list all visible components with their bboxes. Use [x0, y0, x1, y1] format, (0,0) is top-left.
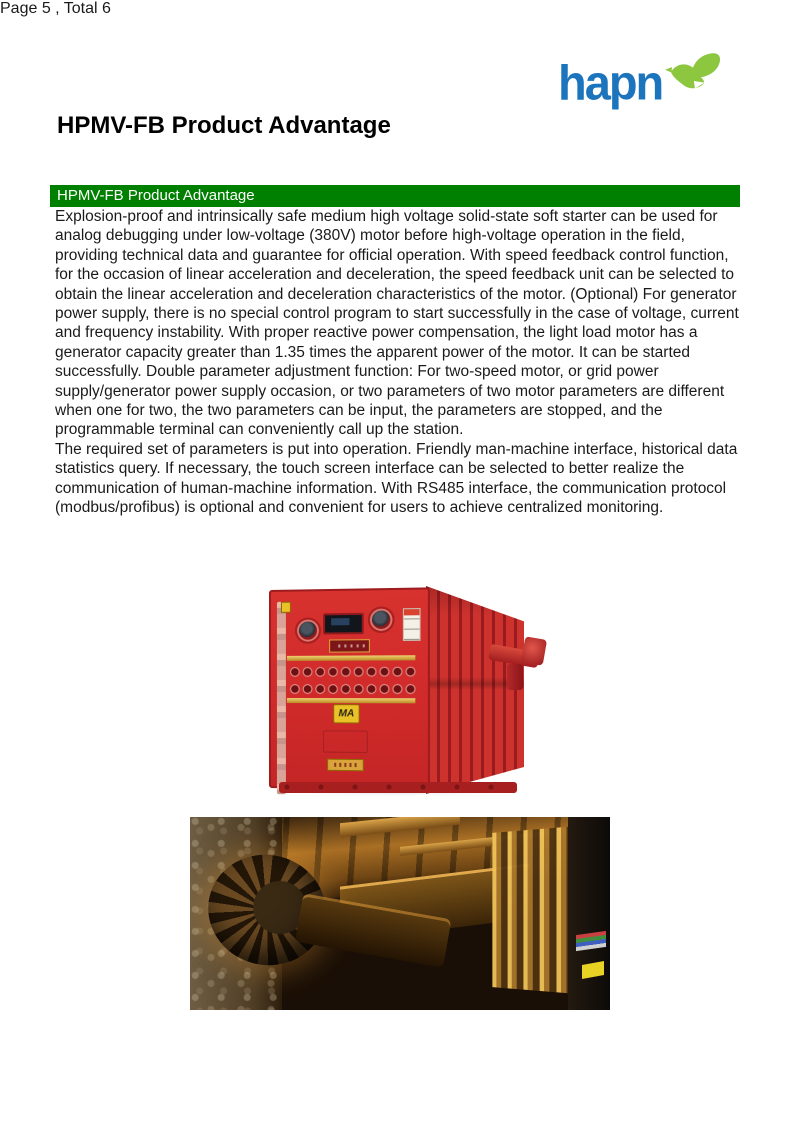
soft-starter-cabinet-image [253, 584, 549, 802]
cabinet-warning-label [403, 608, 421, 641]
dove-leaf-icon [664, 42, 723, 104]
cabinet-cable-gland [489, 636, 547, 696]
mine-right-equipment [568, 817, 610, 1010]
cabinet-display-screen [331, 618, 349, 625]
cabinet-hinge-strip [277, 602, 286, 795]
mine-lamp-glow [428, 819, 548, 915]
cabinet-porthole-right [368, 606, 395, 633]
page-footer: Page 5 , Total 6 [0, 0, 111, 17]
page-title: HPMV-FB Product Advantage [57, 112, 391, 139]
cabinet-gold-strip-top [287, 655, 415, 661]
section-header-bar: HPMV-FB Product Advantage [50, 185, 740, 207]
cabinet-nameplate [329, 639, 370, 652]
cabinet-lower-label [327, 759, 364, 772]
gland-drop [507, 664, 523, 690]
cabinet-lower-panel [323, 730, 368, 753]
cabinet-porthole-left [295, 617, 321, 643]
cabinet-button-row-1 [289, 665, 418, 679]
cabinet-display-window [323, 613, 364, 635]
cabinet-gold-strip-bottom [287, 698, 415, 703]
gland-flange [521, 636, 547, 665]
logo-wordmark: hapn [558, 54, 663, 111]
cabinet-front-door [269, 587, 430, 790]
paragraph-2: The required set of parameters is put into operation. Friendly man-machine interface, historical data statistics query. If necessary, the touch screen interface can be selected to better realize the communication of human-machine information. With RS485 interface, the communication protocol (modbus/profibus) is optional and convenient for users to achieve centralized monitoring. [55, 440, 738, 517]
coal-mine-tunnel-image [190, 817, 610, 1010]
ma-safety-mark: MA [333, 704, 359, 723]
cabinet-corner-tag [281, 602, 291, 613]
cabinet-base-skid [279, 782, 517, 793]
hapn-logo [558, 40, 723, 111]
cabinet-button-row-2 [289, 683, 418, 696]
paragraph-1: Explosion-proof and intrinsically safe medium high voltage solid-state soft starter can be used for analog debugging under low-voltage (380V) motor before high-voltage operation in the field, providing technical data and guarantee for official operation. With speed feedback control function, for the occasion of linear acceleration and deceleration, the speed feedback unit can be selected to obtain the linear acceleration and deceleration characteristics of the motor. (Optional) For generator power supply, there is no special control program to start successfully in the case of voltage, current and frequency instability. With proper reactive power compensation, the light load motor has a generator capacity greater than 1.35 times the apparent power of the motor. It can be started successfully. Double parameter adjustment function: For two-speed motor, or grid power supply/generator power supply occasion, or two parameters of two motor parameters are different when one for two, the two parameters can be input, the parameters are stopped, and the programmable terminal can conveniently call up the station. [55, 208, 739, 439]
body-text [55, 207, 745, 518]
